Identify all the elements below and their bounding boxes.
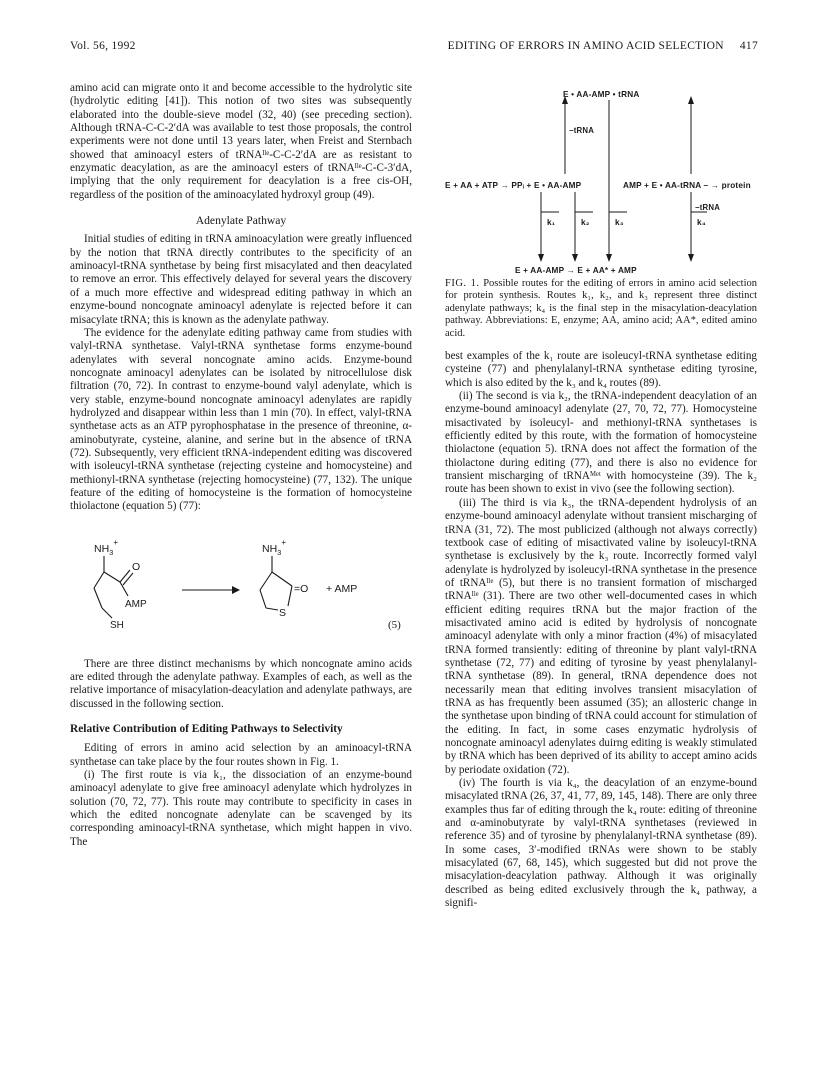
paragraph-route-k4: (iv) The fourth is via k₄, the deacylation of an enzyme-bound misacylated tRNA (26, 37, 41, 77, 89, 145, 148). There are only three examples thus far of editing through the k₄ route: editing of threonine and α-aminobutyrate by valyl-tRNA synthetases (reviewed in reference 35) and of tyrosine by phenylalanyl-tRNA synthetase (89). In some cases, 3′-modified tRNAs were shown to be stably misacylated (67, 68, 145), which suggested but did not prove the misacylation-deacylation pathway. Although it was originally described as being edited exclusively through the k₄ pathway, a signifi- [445,777,757,910]
figure-bottom-reaction: E + AA-AMP → E + AA* + AMP [515,266,637,275]
figure-1-caption-text: Possible routes for the editing of errors in amino acid selection for protein synthesis. Routes k₁, k₂, and k₃ represent three distinct adenylate pathways; k₄ is the final step in the misacylation-deacylation pathway. Abbreviations: E, enzyme; AA, amino acid; AA*, edited amino acid. [445,278,758,339]
page-number: 417 [739,40,758,52]
product-amp: + AMP [326,582,358,595]
bond-c-o-2 [123,573,133,585]
ring-bond-5 [288,586,292,606]
arrowhead-k1 [538,254,544,262]
reaction-arrow-head [232,586,240,594]
nh3-left: $NH_3^+$ [94,537,119,557]
carbonyl-oxygen: O [132,560,141,573]
paragraph-mechanisms: There are three distinct mechanisms by which noncognate amino acids are edited through the adenylate pathway. Examples of each, as well as the relative importance of misacylation-deacylation and adenylate pathways, are discussed in the following section. [70,657,412,710]
arrowhead-k4 [688,254,694,262]
paragraph-intro: amino acid can migrate onto it and become accessible to the hydrolytic site (hydrolytic editing [41]). This notion of two sites was subsequently elaborated into the double-sieve model (32, 40) (see preceding section). Although tRNA-C-C-2′dA was available to test those proposals, the control experiments were not done until 13 years later, when Freist and Sternbach showed that aminoacyl esters of tRNAᴵˡᵉ-C-C-2′dA are as resistant to enzymatic deacylation, as are the aminoacyl esters of tRNAᴵˡᵉ-C-C-3′dA, implying that the only requirement for deacylation is a free cis-OH, regardless of the position of the aminoacylated hydroxyl group (49). [70,82,412,201]
figure-k1-label: k₁ [547,218,556,227]
paragraph-k1-continued: best examples of the k₁ route are isoleucyl-tRNA synthetase editing cysteine (77) and phenylalanyl-tRNA synthetase editing tyrosine, which is also edited by the k₃ and k₄ routes (89). [445,350,757,389]
section-title-adenylate-pathway: Adenylate Pathway [195,214,287,228]
equation-number: (5) [388,618,401,631]
paragraph-adenylate-2: The evidence for the adenylate editing pathway came from studies with valyl-tRNA synthetase. Valyl-tRNA synthetase forms enzyme-bound adenylates with several noncognate amino acids. Enzyme-bound noncognate aminoacyl adenylates can be isolated by nitrocellulose disk filtration (70, 72). In contrast to enzyme-bound valyl adenylate, which is very stable, enzyme-bound noncognate aminoacyl adenylates are rapidly hydrolyzed and disappear within less than 1 min (70). In effect, valyl-tRNA synthetase acts as an ATP pyrophosphatase in the presence of threonine, α-aminobutyrate, cysteine, alanine, and serine but in the absence of tRNA (72). Subsequently, very efficient tRNA-independent editing was discovered with isoleucyl-tRNA synthetase (rejecting cysteine and homocysteine) and methionyl-tRNA synthetase (rejecting homocysteine) (77, 132). The unique feature of the editing of homocysteine is the formation of homocysteine thiolactone (equation 5) (77): [70,326,412,513]
paragraph-adenylate-1: Initial studies of editing in tRNA aminoacylation were greatly influenced by the notion that tRNA directly contributes to the specificity of an aminoacyl-tRNA synthetase by being first misacylated and then deacylated to remove an error. This effectively delayed for several years the discovery of a much more effective and widespread editing pathway in which an enzyme-bound noncognate aminoacyl adenylate is rejected before it can misacylate tRNA; this is known as the adenylate pathway. [70,233,412,326]
subsection-title-relative-contribution: Relative Contribution of Editing Pathways to Selectivity [70,723,343,736]
running-header-title-text: EDITING OF ERRORS IN AMINO ACID SELECTION [447,40,724,52]
arrowhead-k2 [572,254,578,262]
paragraph-relative: Editing of errors in amino acid selection by an aminoacyl-tRNA synthetase can take place by the four routes shown in Fig. 1. [70,742,412,768]
figure-right-minus-trna-label: −tRNA [695,203,721,212]
figure-top-complex: E • AA-AMP • tRNA [563,90,640,99]
equation-5-thiolactone [70,528,412,652]
nh3-right: $NH_3^+$ [262,537,287,557]
bond-c-o-1 [120,570,130,582]
bond-cg-s [102,608,112,618]
left-column [70,82,412,849]
ring-bond-2 [260,572,272,590]
figure-right-reaction: AMP + E • AA-tRNA – → protein [623,181,751,190]
figure-left-reaction: E + AA + ATP → PPᵢ + E • AA-AMP [445,181,582,190]
equation-structure-drawing [70,528,412,652]
bond-cb-cg [94,588,102,608]
ring-carbonyl: =O [294,582,309,595]
ring-bond-1 [272,572,292,586]
ring-bond-3 [260,590,266,608]
figure-k4-label: k₄ [697,218,706,227]
paragraph-route-k2: (ii) The second is via k₂, the tRNA-independent deacylation of an enzyme-bound aminoacyl adenylate (27, 70, 72, 77). Homocysteine misactivated by isoleucyl- and methionyl-tRNA synthetases is efficiently edited by this route, with the formation of homocysteine thiolactone (equation 5). tRNA does not affect the formation of the thiolactone during editing (77), and there is also no evidence for transient mischarging of tRNAᴹᵉᵗ with homocysteine (39). The k₂ route has been shown to exist in vivo (see the following section). [445,390,757,496]
right-column [445,84,757,910]
arrowhead-right-upper [688,96,694,104]
ring-sulfur: S [279,606,287,619]
thiol-group: SH [110,619,124,631]
figure-1-caption-label: FIG. 1. [445,278,480,289]
figure-k2-label: k₂ [581,218,590,227]
paragraph-route-k3: (iii) The third is via k₃, the tRNA-dependent hydrolysis of an enzyme-bound aminoacyl adenylate without transient mischarging of tRNA (31, 72). The most publicized (although not always correctly) textbook case of editing of misactivated valine by isoleucyl-tRNA synthetase is exclusively by the k₃ route. Incorrectly formed valyl adenylate is hydrolyzed by isoleucyl-tRNA synthetase in the presence of tRNAᴵˡᵉ (5), but there is no transient formation of mischarged tRNAᴵˡᵉ (31). There are two other well-documented cases in which efficient editing requires tRNA but the major fraction of the misactivated amino acid is edited by hydrolysis of noncognate aminoacyl adenylate with only a minor fraction (4%) of misacylated tRNA formed transiently: editing of threonine by plant valyl-tRNA synthetase (72, 77) and editing of tyrosine by yeast phenylalanyl-tRNA synthetase (89). In general, tRNA dependence does not necessarily mean that editing involves transient misacylation of tRNA as has frequently been assumed (35); an allosteric change in the synthetase upon binding of tRNA could account for stimulation of the editing. In fact, in some cases enzymatic hydrolysis of noncognate aminoacyl adenylates duirng editing is weakly stimulated by tRNA which has been deprived of its ability to accept amino acids by periodate oxidation (72). [445,496,757,776]
paragraph-route-k1: (i) The first route is via k₁, the dissociation of an enzyme-bound aminoacyl adenylate to give free aminoacyl adenylate which hydrolyzes in solution (70, 72, 77). This route may contribute to specificity in cases in which the edited noncognate adenylate can be scavenged by its corresponding aminoacyl-tRNA synthetase, which might happen in vivo. The [70,769,412,848]
bond-ca-cb [94,572,104,588]
ring-bond-4 [266,608,278,610]
figure-1-editing-routes [445,84,757,274]
running-header-volume: Vol. 56, 1992 [70,40,136,52]
amp-group: AMP [125,598,147,610]
figure-1-caption [445,278,757,340]
running-header-title [448,40,758,52]
figure-k3-label: k₃ [615,218,624,227]
bond-ca-c [104,572,120,582]
arrowhead-k3 [606,254,612,262]
figure-minus-trna-label: −tRNA [569,126,595,135]
